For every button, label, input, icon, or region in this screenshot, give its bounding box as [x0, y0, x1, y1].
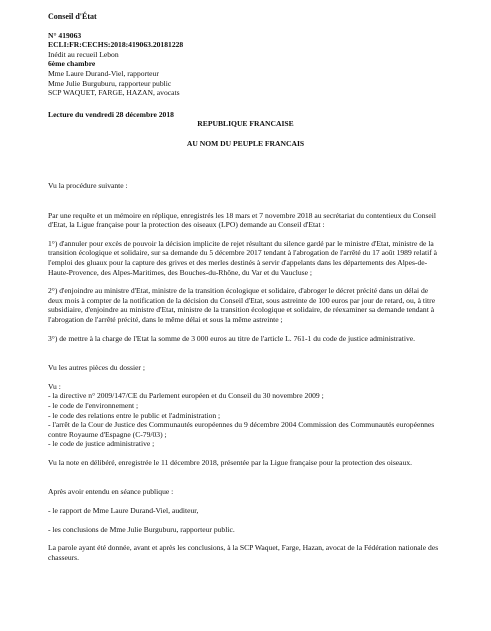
paragraph-claim-3: 3°) de mettre à la charge de l'Etat la somme de 3 000 euros au titre de l'article L. 761-1 du code de justice administrative. [48, 333, 416, 343]
vu-title: Vu : [48, 381, 61, 391]
people-heading: AU NOM DU PEUPLE FRANCAIS [186, 139, 305, 148]
decision-metadata [48, 12, 348, 98]
paragraph-hearing: Après avoir entendu en séance publique : [48, 487, 174, 497]
paragraph-claim-1: 1°) d'annuler pour excès de pouvoir la décision implicite de rejet résultant du silence gardé par le ministre d'Etat, ministre de la transition écologique et solidaire, sur sa demande du 5 décembre 2017 tendant à l'abrogation de l'arrêté du 17 août 1989 relatif à l'emploi des gluaux pour la capture des grives et des merles destinés à servir d'appelants dans les départements des Alpes-de-Haute-Provence, des Alpes-Maritimes, des Bouches-du-Rhône, du Var et du Vaucluse ; [48, 238, 438, 277]
republic-heading: REPUBLIQUE FRANCAISE [197, 119, 294, 128]
vu-item: - le code de justice administrative ; [48, 439, 155, 449]
paragraph-other-documents: Vu les autres pièces du dossier ; [48, 363, 145, 373]
rapporteur: Mme Laure Durand-Viel, rapporteur [48, 68, 159, 78]
paragraph-vu-list [48, 382, 443, 449]
paragraph-floor-given: La parole ayant été donnée, avant et après les conclusions, à la SCP Waquet, Farge, Hazan, avocat de la Fédération nationale des chasseurs. [48, 543, 439, 562]
case-number: N° 419063 [48, 30, 82, 40]
paragraph-deliberation-note: Vu la note en délibéré, enregistrée le 11 décembre 2018, présentée par la Ligue française pour la protection des oiseaux. [48, 457, 413, 467]
vu-item: - la directive n° 2009/147/CE du Parlement européen et du Conseil du 30 novembre 2009 ; [48, 391, 324, 401]
ecli-identifier: ECLI:FR:CECHS:2018:419063.20181228 [48, 40, 184, 50]
publication-status: Inédit au recueil Lebon [48, 49, 119, 59]
paragraph-conclusions: - les conclusions de Mme Julie Burguburu, rapporteur public. [48, 524, 235, 534]
vu-item: - le code des relations entre le public et l'administration ; [48, 410, 221, 420]
public-rapporteur: Mme Julie Burguburu, rapporteur public [48, 78, 172, 88]
vu-item: - l'arrêt de la Cour de Justice des Communautés européennes du 9 décembre 2004 Commission des Communautés européennes contre Royaume d'Espagne (C-79/03) ; [48, 420, 435, 439]
lawyers: SCP WAQUET, FARGE, HAZAN, avocats [48, 88, 180, 98]
paragraph-report: - le rapport de Mme Laure Durand-Viel, auditeur, [48, 506, 199, 516]
paragraph-procedure: Vu la procédure suivante : [48, 181, 128, 190]
paragraph-request: Par une requête et un mémoire en réplique, enregistrés les 18 mars et 7 novembre 2018 au secrétariat du contentieux du Conseil d'Etat, la Ligue française pour la protection des oiseaux (LPO) demande au Conseil d'Etat : [48, 210, 436, 230]
chamber: 6ème chambre [48, 59, 96, 69]
vu-item: - le code de l'environnement ; [48, 400, 139, 410]
decision-body [48, 181, 443, 571]
reading-date: Lecture du vendredi 28 décembre 2018 [48, 110, 174, 119]
court-name: Conseil d'État [48, 12, 97, 21]
paragraph-claim-2: 2°) d'enjoindre au ministre d'Etat, ministre de la transition écologique et solidaire, d'abroger le décret précité dans un délai de deux mois à compter de la notification de la décision du Conseil d'Etat, sous astreinte de 100 euros par jour de retard, ou, à titre subsidiaire, d'enjoindre au ministre d'Etat, ministre de la transition écologique et solidaire, de réexaminer sa demande tendant à l'abrogation de l'arrêté précité, dans le même délai et sous la même astreinte ; [48, 286, 436, 324]
